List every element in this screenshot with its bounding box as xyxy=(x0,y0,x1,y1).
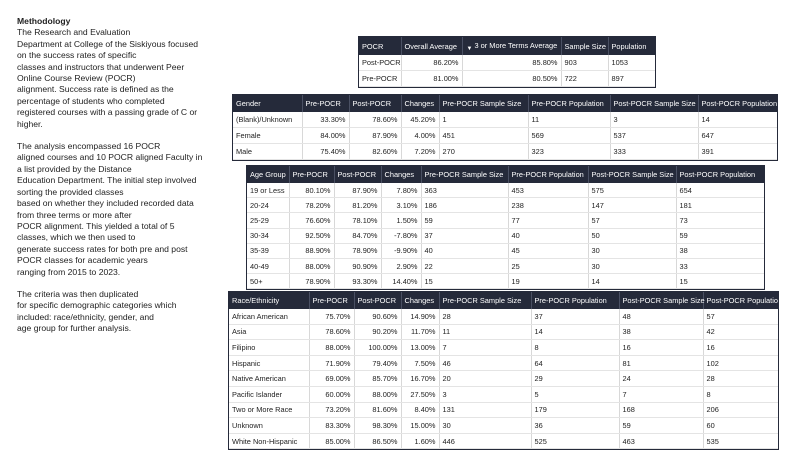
table-cell: 85.00% xyxy=(309,433,354,449)
age-table-body xyxy=(247,183,764,289)
table-cell: 7 xyxy=(439,340,531,356)
methodology-text-line: The Research and Evaluation xyxy=(17,27,131,38)
table-cell: 181 xyxy=(676,198,764,213)
table-cell: 333 xyxy=(610,144,698,160)
table-cell: 20 xyxy=(439,371,531,387)
table-row xyxy=(247,183,764,198)
age-header-row xyxy=(247,166,764,183)
table-row xyxy=(229,324,778,340)
column-header-label: Pre-POCR Sample Size xyxy=(442,296,522,305)
table-cell: 87.90% xyxy=(349,128,401,144)
column-header[interactable] xyxy=(309,292,354,309)
methodology-text-line: classes, which we then used to xyxy=(17,232,136,243)
row-label-cell: 25-29 xyxy=(247,213,289,228)
column-header[interactable] xyxy=(531,292,619,309)
table-cell: 77 xyxy=(508,213,588,228)
column-header-label: 3 or More Terms Average xyxy=(474,40,558,50)
table-cell: 535 xyxy=(703,433,778,449)
table-cell: 28 xyxy=(703,371,778,387)
table-cell: 147 xyxy=(588,198,676,213)
table-cell: 8 xyxy=(703,386,778,402)
column-header[interactable] xyxy=(588,166,676,183)
row-label-cell: Pacific Islander xyxy=(229,386,309,402)
column-header[interactable] xyxy=(698,95,777,112)
table-cell: 14 xyxy=(531,324,619,340)
table-cell: 90.60% xyxy=(354,309,401,324)
table-cell: 90.20% xyxy=(354,324,401,340)
table-cell: 37 xyxy=(531,309,619,324)
table-cell: 84.70% xyxy=(334,228,381,243)
column-header[interactable] xyxy=(462,37,561,55)
table-row xyxy=(229,340,778,356)
methodology-text-line: Education Department. The initial step involved xyxy=(17,175,197,186)
column-header[interactable] xyxy=(608,37,655,55)
table-row xyxy=(229,371,778,387)
column-header[interactable] xyxy=(289,166,334,183)
table-cell: 45.20% xyxy=(401,112,439,128)
table-cell: 59 xyxy=(676,228,764,243)
sort-down-icon[interactable]: ▼ xyxy=(466,45,473,52)
table-cell: 38 xyxy=(676,243,764,258)
table-cell: 30 xyxy=(439,418,531,434)
column-header-label: Pre-POCR Population xyxy=(531,99,604,108)
methodology-text-line: age group for further analysis. xyxy=(17,323,132,334)
table-cell: 100.00% xyxy=(354,340,401,356)
table-cell: 30 xyxy=(588,243,676,258)
gender-table xyxy=(233,95,777,160)
row-label-cell: 50+ xyxy=(247,274,289,289)
column-header-label: Sample Size xyxy=(564,41,606,51)
table-cell: 57 xyxy=(588,213,676,228)
table-row xyxy=(229,433,778,449)
table-cell: 16.70% xyxy=(401,371,439,387)
column-header-label: Pre-POCR xyxy=(312,296,348,305)
table-cell: 463 xyxy=(619,433,703,449)
column-header[interactable] xyxy=(610,95,698,112)
column-header[interactable] xyxy=(703,292,783,309)
column-header-label: Post-POCR Sample Size xyxy=(622,296,705,305)
table-cell: 78.60% xyxy=(349,112,401,128)
table-cell: 46 xyxy=(439,355,531,371)
table-cell: 86.20% xyxy=(401,55,462,71)
column-header-label: POCR xyxy=(362,41,384,51)
table-cell: 4.00% xyxy=(401,128,439,144)
table-row xyxy=(233,144,777,160)
table-cell: 75.70% xyxy=(309,309,354,324)
table-row xyxy=(229,309,778,324)
methodology-text-line: The analysis encompassed 16 POCR xyxy=(17,141,161,152)
column-header[interactable] xyxy=(247,166,289,183)
age-group-table xyxy=(247,166,764,289)
table-row xyxy=(233,112,777,128)
table-cell: 323 xyxy=(528,144,610,160)
column-header[interactable] xyxy=(508,166,588,183)
table-cell: 102 xyxy=(703,355,778,371)
methodology-text-line: POCR classes for academic years xyxy=(17,255,148,266)
row-label-cell: African American xyxy=(229,309,309,324)
row-label-cell: Pre-POCR xyxy=(359,71,401,87)
methodology-text-line: higher. xyxy=(17,118,43,129)
table-cell: 69.00% xyxy=(309,371,354,387)
table-row xyxy=(247,213,764,228)
column-header[interactable] xyxy=(561,37,608,55)
table-cell: 90.90% xyxy=(334,258,381,273)
table-cell: 33.30% xyxy=(302,112,349,128)
table-cell: 238 xyxy=(508,198,588,213)
table-row xyxy=(359,55,655,71)
gender-table-body xyxy=(233,112,777,160)
table-cell: 78.20% xyxy=(289,198,334,213)
table-cell: 59 xyxy=(619,418,703,434)
table-cell: 654 xyxy=(676,183,764,198)
table-cell: 88.90% xyxy=(289,243,334,258)
methodology-text-line: Online Course Review (POCR) xyxy=(17,73,136,84)
column-header[interactable] xyxy=(334,166,381,183)
table-cell: 84.00% xyxy=(302,128,349,144)
column-header-label: Post-POCR xyxy=(337,170,377,179)
column-header-label: Pre-POCR Population xyxy=(511,170,584,179)
table-cell: 81.60% xyxy=(354,402,401,418)
column-header-label: Pre-POCR xyxy=(292,170,328,179)
column-header-label: Post-POCR xyxy=(352,99,392,108)
table-cell: 1053 xyxy=(608,55,655,71)
row-label-cell: Filipino xyxy=(229,340,309,356)
column-header-label: Age Group xyxy=(250,170,286,179)
column-header-label: Race/Ethnicity xyxy=(232,296,280,305)
race-table-body xyxy=(229,309,778,449)
table-cell: 86.50% xyxy=(354,433,401,449)
table-cell: 81.00% xyxy=(401,71,462,87)
table-cell: 25 xyxy=(508,258,588,273)
methodology-text-line: included: race/ethnicity, gender, and xyxy=(17,311,154,322)
table-cell: 3 xyxy=(439,386,531,402)
table-cell: 7.80% xyxy=(381,183,421,198)
table-cell: 80.10% xyxy=(289,183,334,198)
table-cell: 897 xyxy=(608,71,655,87)
column-header[interactable] xyxy=(354,292,401,309)
table-cell: 11 xyxy=(439,324,531,340)
table-row xyxy=(247,274,764,289)
table-cell: 575 xyxy=(588,183,676,198)
methodology-text-line: alignment. Success rate is defined as the xyxy=(17,84,174,95)
table-cell: 14.90% xyxy=(401,309,439,324)
table-cell: 79.40% xyxy=(354,355,401,371)
methodology-text-line: on the success rates of specific xyxy=(17,50,137,61)
column-header[interactable] xyxy=(381,166,421,183)
table-cell: 45 xyxy=(508,243,588,258)
table-cell: 5 xyxy=(531,386,619,402)
methodology-heading: Methodology xyxy=(17,16,71,26)
table-cell: 569 xyxy=(528,128,610,144)
table-cell: 168 xyxy=(619,402,703,418)
table-cell: 391 xyxy=(698,144,777,160)
methodology-paragraph-1 xyxy=(17,27,229,130)
table-cell: 1.60% xyxy=(401,433,439,449)
column-header[interactable] xyxy=(302,95,349,112)
row-label-cell: (Blank)/Unknown xyxy=(233,112,302,128)
table-cell: 15 xyxy=(676,274,764,289)
table-cell: 81.20% xyxy=(334,198,381,213)
table-cell: 78.60% xyxy=(309,324,354,340)
column-header[interactable] xyxy=(439,95,528,112)
column-header-label: Changes xyxy=(384,170,415,179)
column-header-label: Pre-POCR Sample Size xyxy=(442,99,522,108)
methodology-panel xyxy=(17,16,229,346)
table-cell: 29 xyxy=(531,371,619,387)
table-cell: 80.50% xyxy=(462,71,561,87)
table-cell: 85.70% xyxy=(354,371,401,387)
methodology-text-line: Department at College of the Siskiyous focused xyxy=(17,38,199,49)
table-row xyxy=(229,355,778,371)
table-cell: 82.60% xyxy=(349,144,401,160)
column-header[interactable] xyxy=(528,95,610,112)
column-header[interactable] xyxy=(401,95,439,112)
pocr-summary-table xyxy=(359,37,655,87)
table-cell: 14 xyxy=(698,112,777,128)
table-cell: 93.30% xyxy=(334,274,381,289)
table-cell: 37 xyxy=(421,228,508,243)
row-label-cell: Male xyxy=(233,144,302,160)
column-header-label: Gender xyxy=(236,99,261,108)
table-cell: 30 xyxy=(588,258,676,273)
table-cell: 98.30% xyxy=(354,418,401,434)
row-label-cell: Post-POCR xyxy=(359,55,401,71)
table-cell: 71.90% xyxy=(309,355,354,371)
race-ethnicity-table xyxy=(229,292,783,449)
table-cell: 903 xyxy=(561,55,608,71)
table-row xyxy=(229,418,778,434)
column-header[interactable] xyxy=(619,292,703,309)
table-cell: 15 xyxy=(421,274,508,289)
row-label-cell: Native American xyxy=(229,371,309,387)
table-cell: 36 xyxy=(531,418,619,434)
table-cell: 3.10% xyxy=(381,198,421,213)
row-label-cell: 19 or Less xyxy=(247,183,289,198)
table-cell: 453 xyxy=(508,183,588,198)
table-cell: 537 xyxy=(610,128,698,144)
methodology-text-line: The criteria was then duplicated xyxy=(17,288,139,299)
methodology-text-line: from three terms or more after xyxy=(17,209,132,220)
row-label-cell: Two or More Race xyxy=(229,402,309,418)
table-cell: 7 xyxy=(619,386,703,402)
table-cell: 50 xyxy=(588,228,676,243)
column-header-label: Post-POCR Population xyxy=(679,170,756,179)
methodology-text-line: based on whether they included recorded data xyxy=(17,198,194,209)
table-row xyxy=(229,402,778,418)
table-cell: -9.90% xyxy=(381,243,421,258)
table-cell: 60.00% xyxy=(309,386,354,402)
pocr-table-body xyxy=(359,55,655,87)
table-cell: 78.10% xyxy=(334,213,381,228)
table-row xyxy=(229,386,778,402)
table-cell: 83.30% xyxy=(309,418,354,434)
table-cell: 76.60% xyxy=(289,213,334,228)
column-header-label: Pre-POCR Sample Size xyxy=(424,170,504,179)
table-cell: 179 xyxy=(531,402,619,418)
row-label-cell: 35-39 xyxy=(247,243,289,258)
table-cell: 28 xyxy=(439,309,531,324)
table-cell: 48 xyxy=(619,309,703,324)
column-header-label: Overall Average xyxy=(404,41,457,51)
column-header[interactable] xyxy=(439,292,531,309)
column-header-label: Changes xyxy=(404,296,435,305)
table-row xyxy=(233,128,777,144)
table-row xyxy=(247,228,764,243)
table-cell: 8.40% xyxy=(401,402,439,418)
table-cell: 78.90% xyxy=(334,243,381,258)
column-header-label: Post-POCR Population xyxy=(706,296,783,305)
row-label-cell: Hispanic xyxy=(229,355,309,371)
table-cell: 57 xyxy=(703,309,778,324)
table-cell: 73 xyxy=(676,213,764,228)
column-header[interactable] xyxy=(229,292,309,309)
table-cell: 15.00% xyxy=(401,418,439,434)
race-header-row xyxy=(229,292,778,309)
table-cell: 525 xyxy=(531,433,619,449)
table-cell: 1.50% xyxy=(381,213,421,228)
methodology-text-line: percentage of students who completed xyxy=(17,95,165,106)
table-cell: 88.00% xyxy=(289,258,334,273)
row-label-cell: Unknown xyxy=(229,418,309,434)
table-row xyxy=(247,198,764,213)
column-header[interactable] xyxy=(233,95,302,112)
methodology-text-line: classes and instructors that underwent Peer xyxy=(17,61,185,72)
table-cell: 11.70% xyxy=(401,324,439,340)
methodology-text-line: generate success rates for both pre and post xyxy=(17,243,188,254)
table-cell: 1 xyxy=(439,112,528,128)
table-cell: 85.80% xyxy=(462,55,561,71)
column-header-label: Post-POCR Population xyxy=(701,99,778,108)
column-header-label: Post-POCR Sample Size xyxy=(591,170,674,179)
column-header[interactable] xyxy=(676,166,764,183)
table-cell: 73.20% xyxy=(309,402,354,418)
methodology-text-line: for specific demographic categories which xyxy=(17,300,177,311)
methodology-text-line: sorting the provided classes xyxy=(17,186,124,197)
column-header-label: Pre-POCR Population xyxy=(534,296,607,305)
table-cell: 60 xyxy=(703,418,778,434)
table-cell: 647 xyxy=(698,128,777,144)
row-label-cell: Asia xyxy=(229,324,309,340)
row-label-cell: White Non-Hispanic xyxy=(229,433,309,449)
table-cell: 131 xyxy=(439,402,531,418)
table-cell: 14.40% xyxy=(381,274,421,289)
table-cell: 722 xyxy=(561,71,608,87)
table-cell: 270 xyxy=(439,144,528,160)
methodology-text-line: aligned courses and 10 POCR aligned Faculty in xyxy=(17,152,203,163)
table-cell: 206 xyxy=(703,402,778,418)
column-header-label: Pre-POCR xyxy=(305,99,341,108)
table-cell: 92.50% xyxy=(289,228,334,243)
table-cell: 446 xyxy=(439,433,531,449)
table-cell: 13.00% xyxy=(401,340,439,356)
table-cell: -7.80% xyxy=(381,228,421,243)
table-row xyxy=(247,258,764,273)
table-cell: 27.50% xyxy=(401,386,439,402)
table-cell: 33 xyxy=(676,258,764,273)
table-cell: 59 xyxy=(421,213,508,228)
table-cell: 88.00% xyxy=(354,386,401,402)
table-cell: 8 xyxy=(531,340,619,356)
table-cell: 42 xyxy=(703,324,778,340)
table-cell: 24 xyxy=(619,371,703,387)
methodology-text-line: ranging from 2015 to 2023. xyxy=(17,266,121,277)
table-cell: 40 xyxy=(508,228,588,243)
table-cell: 186 xyxy=(421,198,508,213)
column-header[interactable] xyxy=(401,292,439,309)
table-cell: 22 xyxy=(421,258,508,273)
row-label-cell: 30-34 xyxy=(247,228,289,243)
column-header[interactable] xyxy=(401,37,462,55)
methodology-paragraph-2 xyxy=(17,141,229,278)
column-header-label: Post-POCR xyxy=(357,296,397,305)
table-cell: 78.90% xyxy=(289,274,334,289)
table-cell: 38 xyxy=(619,324,703,340)
methodology-text-line: a list provided by the Distance xyxy=(17,163,132,174)
table-cell: 87.90% xyxy=(334,183,381,198)
methodology-paragraph-3 xyxy=(17,289,229,335)
table-cell: 88.00% xyxy=(309,340,354,356)
table-cell: 81 xyxy=(619,355,703,371)
gender-header-row xyxy=(233,95,777,112)
table-cell: 16 xyxy=(703,340,778,356)
table-cell: 14 xyxy=(588,274,676,289)
table-row xyxy=(247,243,764,258)
row-label-cell: Female xyxy=(233,128,302,144)
table-cell: 3 xyxy=(610,112,698,128)
table-cell: 451 xyxy=(439,128,528,144)
column-header[interactable] xyxy=(359,37,401,55)
table-cell: 2.90% xyxy=(381,258,421,273)
table-cell: 363 xyxy=(421,183,508,198)
table-cell: 11 xyxy=(528,112,610,128)
table-cell: 40 xyxy=(421,243,508,258)
table-cell: 64 xyxy=(531,355,619,371)
table-row xyxy=(359,71,655,87)
table-cell: 7.20% xyxy=(401,144,439,160)
row-label-cell: 40-49 xyxy=(247,258,289,273)
methodology-text-line: registered courses with a passing grade of C or xyxy=(17,107,198,118)
column-header-label: Post-POCR Sample Size xyxy=(613,99,696,108)
column-header[interactable] xyxy=(421,166,508,183)
table-cell: 19 xyxy=(508,274,588,289)
table-cell: 75.40% xyxy=(302,144,349,160)
table-cell: 16 xyxy=(619,340,703,356)
column-header[interactable] xyxy=(349,95,401,112)
methodology-text-line: POCR alignment. This yielded a total of 5 xyxy=(17,220,175,231)
column-header-label: Population xyxy=(611,41,647,51)
row-label-cell: 20-24 xyxy=(247,198,289,213)
pocr-header-row xyxy=(359,37,655,55)
table-cell: 7.50% xyxy=(401,355,439,371)
column-header-label: Changes xyxy=(404,99,435,108)
